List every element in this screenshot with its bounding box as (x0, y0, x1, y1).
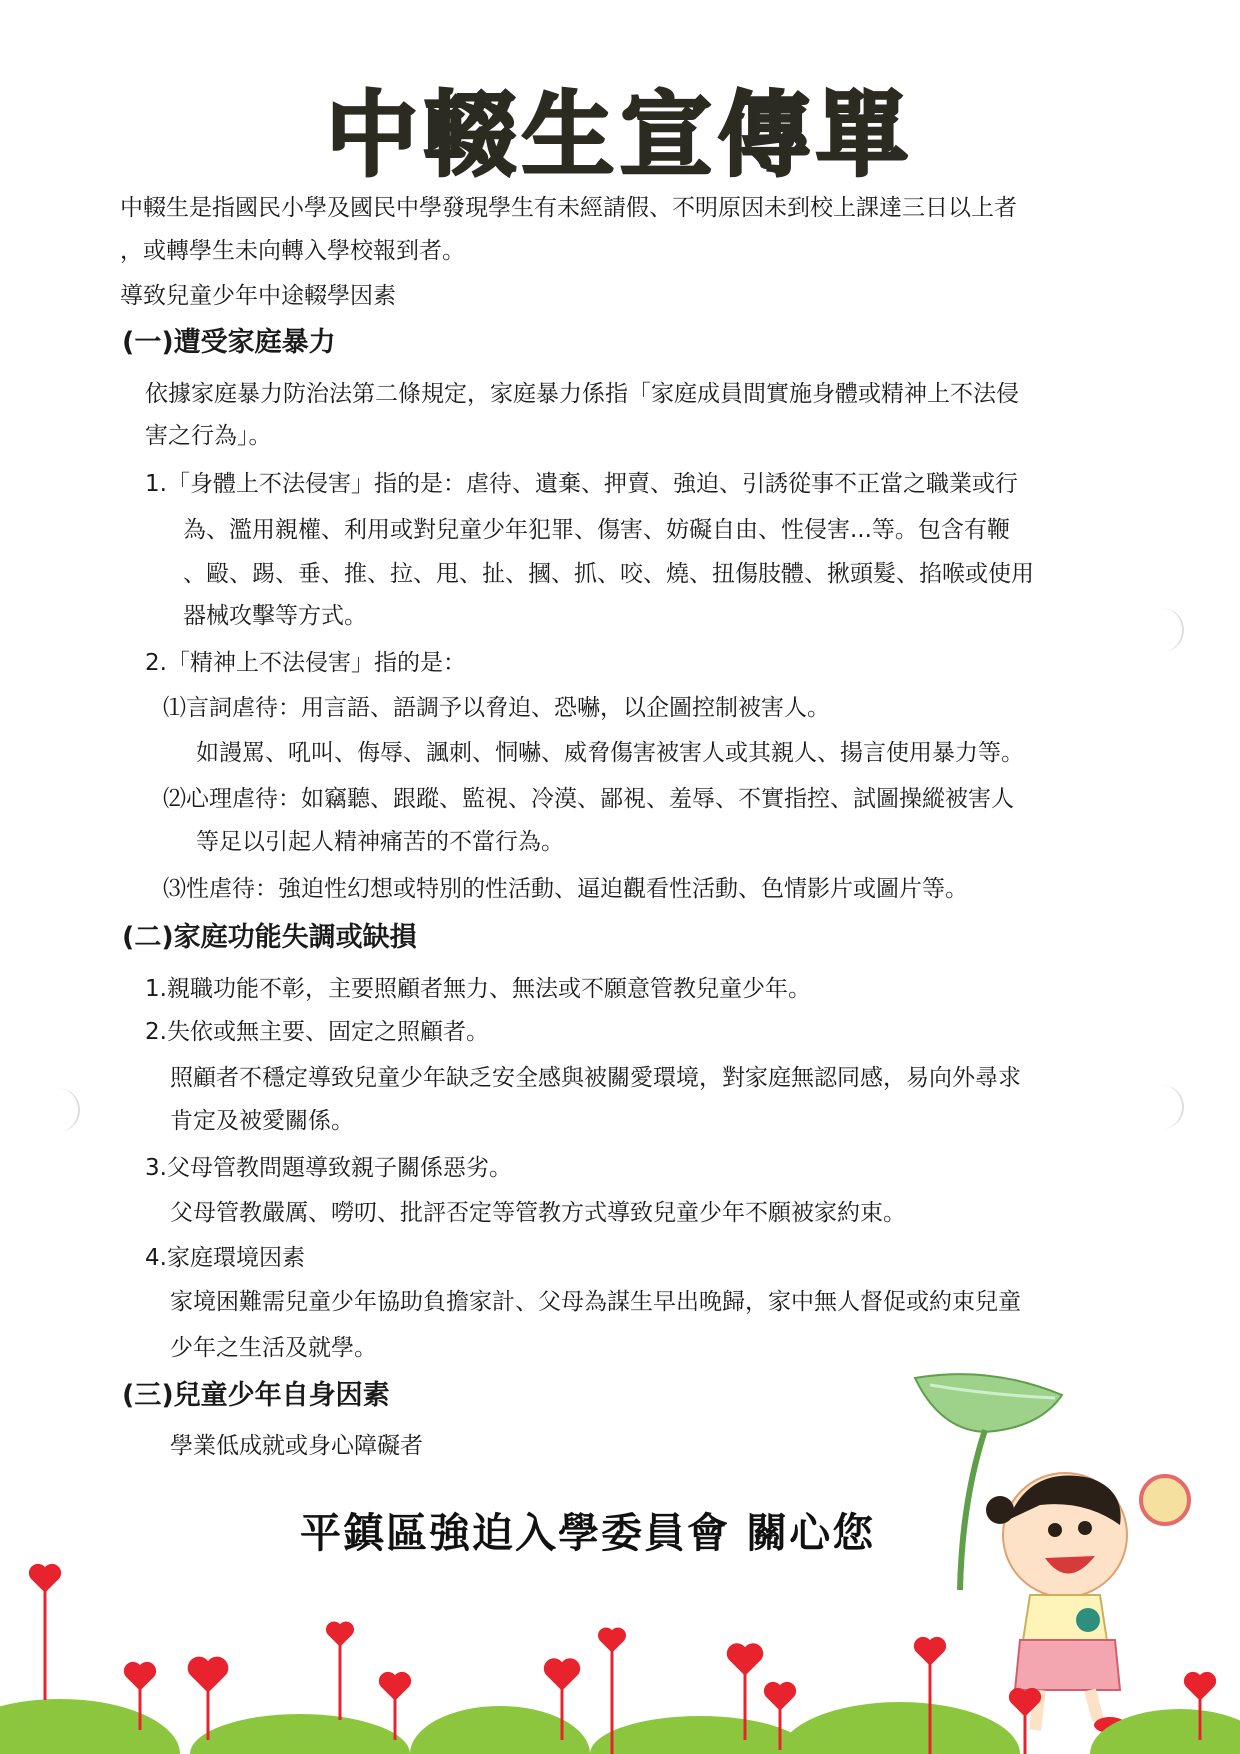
intro-line: 中輟生是指國民小學及國民中學發現學生有未經請假、不明原因未到校上課達三日以上者 (120, 195, 1017, 221)
list-item: 器械攻擊等方式。 (183, 603, 367, 629)
list-item: 照顧者不穩定導致兒童少年缺乏安全感與被關愛環境，對家庭無認同感，易向外尋求 (170, 1065, 1021, 1091)
section-heading-self-factors: (三)兒童少年自身因素 (122, 1380, 390, 1411)
section-heading-domestic-violence: (一)遭受家庭暴力 (122, 327, 336, 358)
list-item: ⑵心理虐待：如竊聽、跟蹤、監視、冷漠、鄙視、羞辱、不實指控、試圖操縱被害人 (163, 786, 1014, 812)
list-item: 家境困難需兒童少年協助負擔家計、父母為謀生早出晚歸，家中無人督促或約束兒童 (170, 1289, 1021, 1315)
list-item: 學業低成就或身心障礙者 (170, 1433, 423, 1459)
page-title: 中輟生宣傳單 (325, 82, 914, 189)
definition-line: 害之行為」。 (145, 423, 272, 449)
definition-line: 依據家庭暴力防治法第二條規定，家庭暴力係指「家庭成員間實施身體或精神上不法侵 (145, 381, 1019, 407)
list-item: ⑴言詞虐待：用言語、語調予以脅迫、恐嚇，以企圖控制被害人。 (163, 695, 830, 721)
list-item: 3.父母管教問題導致親子關係惡劣。 (145, 1155, 512, 1181)
list-item: 如謾罵、吼叫、侮辱、諷刺、恫嚇、威脅傷害被害人或其親人、揚言使用暴力等。 (196, 740, 1024, 766)
intro-line: ，或轉學生未向轉入學校報到者。 (120, 238, 465, 264)
list-item: 少年之生活及就學。 (170, 1335, 377, 1361)
section-heading-family-function: (二)家庭功能失調或缺損 (122, 922, 417, 953)
list-item: 1.親職功能不彰，主要照顧者無力、無法或不願意管教兒童少年。 (145, 976, 811, 1002)
list-item: 為、濫用親權、利用或對兒童少年犯罪、傷害、妨礙自由、性侵害...等。包含有鞭 (183, 517, 1010, 543)
list-item: 1.「身體上不法侵害」指的是：虐待、遺棄、押賣、強迫、引誘從事不正當之職業或行 (145, 471, 1018, 497)
list-item: 肯定及被愛關係。 (170, 1108, 354, 1134)
grass-hills-illustration (0, 1699, 1240, 1754)
list-item: ⑶性虐待：強迫性幻想或特別的性活動、逼迫觀看性活動、色情影片或圖片等。 (163, 876, 968, 902)
intro-line: 導致兒童少年中途輟學因素 (120, 283, 396, 309)
list-item: 等足以引起人精神痛苦的不當行為。 (196, 829, 564, 855)
list-item: 2.失依或無主要、固定之照顧者。 (145, 1019, 489, 1045)
list-item: 2.「精神上不法侵害」指的是： (145, 650, 466, 676)
footer-slogan: 平鎮區強迫入學委員會 關心您 (300, 1509, 876, 1557)
list-item: 父母管教嚴厲、嘮叨、批評否定等管教方式導致兒童少年不願被家約束。 (170, 1200, 906, 1226)
list-item: 4.家庭環境因素 (145, 1245, 305, 1271)
list-item: 、毆、踢、垂、推、拉、甩、扯、摑、抓、咬、燒、扭傷肢體、揪頭髮、掐喉或使用 (183, 561, 1034, 587)
